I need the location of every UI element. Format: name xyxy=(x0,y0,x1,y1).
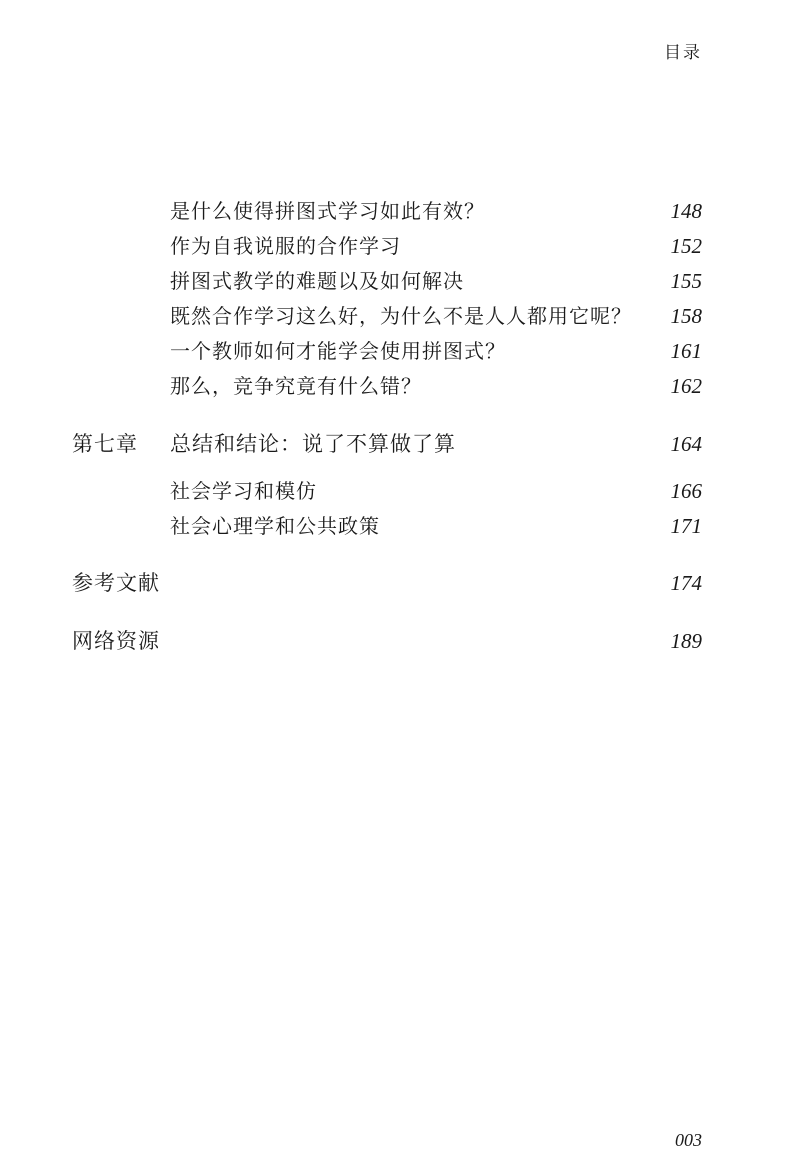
toc-entry[interactable] xyxy=(0,371,790,401)
running-header: 目录 xyxy=(664,43,702,63)
toc-references[interactable] xyxy=(0,568,790,598)
page-number: 003 xyxy=(675,1130,702,1150)
references-title: 参考文献 xyxy=(72,571,160,595)
toc-entry[interactable] xyxy=(0,301,790,331)
toc-entry-title: 社会学习和模仿 xyxy=(170,479,317,503)
toc-entry-page: 161 xyxy=(670,339,702,363)
toc-entry-title: 是什么使得拼图式学习如此有效？ xyxy=(170,199,485,223)
toc-entry-page: 171 xyxy=(670,514,702,538)
toc-entry[interactable] xyxy=(0,266,790,296)
chapter-title: 总结和结论：说了不算做了算 xyxy=(170,432,456,456)
toc-entry-title: 一个教师如何才能学会使用拼图式？ xyxy=(170,339,506,363)
toc-entry[interactable] xyxy=(0,511,790,541)
toc-entry-title: 作为自我说服的合作学习 xyxy=(170,234,401,258)
chapter-page: 164 xyxy=(670,432,702,456)
web-resources-title: 网络资源 xyxy=(72,629,160,653)
toc-entry-title: 拼图式教学的难题以及如何解决 xyxy=(170,269,464,293)
toc-entry[interactable] xyxy=(0,196,790,226)
toc-entry-page: 152 xyxy=(670,234,702,258)
toc-web-resources[interactable] xyxy=(0,626,790,656)
toc-entry-page: 158 xyxy=(670,304,702,328)
toc-entry[interactable] xyxy=(0,476,790,506)
web-resources-page: 189 xyxy=(670,629,702,653)
toc-chapter-7[interactable] xyxy=(0,429,790,459)
toc-entry-page: 155 xyxy=(670,269,702,293)
toc-entry[interactable] xyxy=(0,231,790,261)
toc-entry-page: 166 xyxy=(670,479,702,503)
toc-entry-title: 既然合作学习这么好，为什么不是人人都用它呢？ xyxy=(170,304,632,328)
toc-entry-title: 社会心理学和公共政策 xyxy=(170,514,380,538)
references-page: 174 xyxy=(670,571,702,595)
toc-entry-page: 148 xyxy=(670,199,702,223)
toc-entry-title: 那么，竞争究竟有什么错？ xyxy=(170,374,422,398)
chapter-label: 第七章 xyxy=(72,432,138,456)
toc-entry-page: 162 xyxy=(670,374,702,398)
toc-entry[interactable] xyxy=(0,336,790,366)
